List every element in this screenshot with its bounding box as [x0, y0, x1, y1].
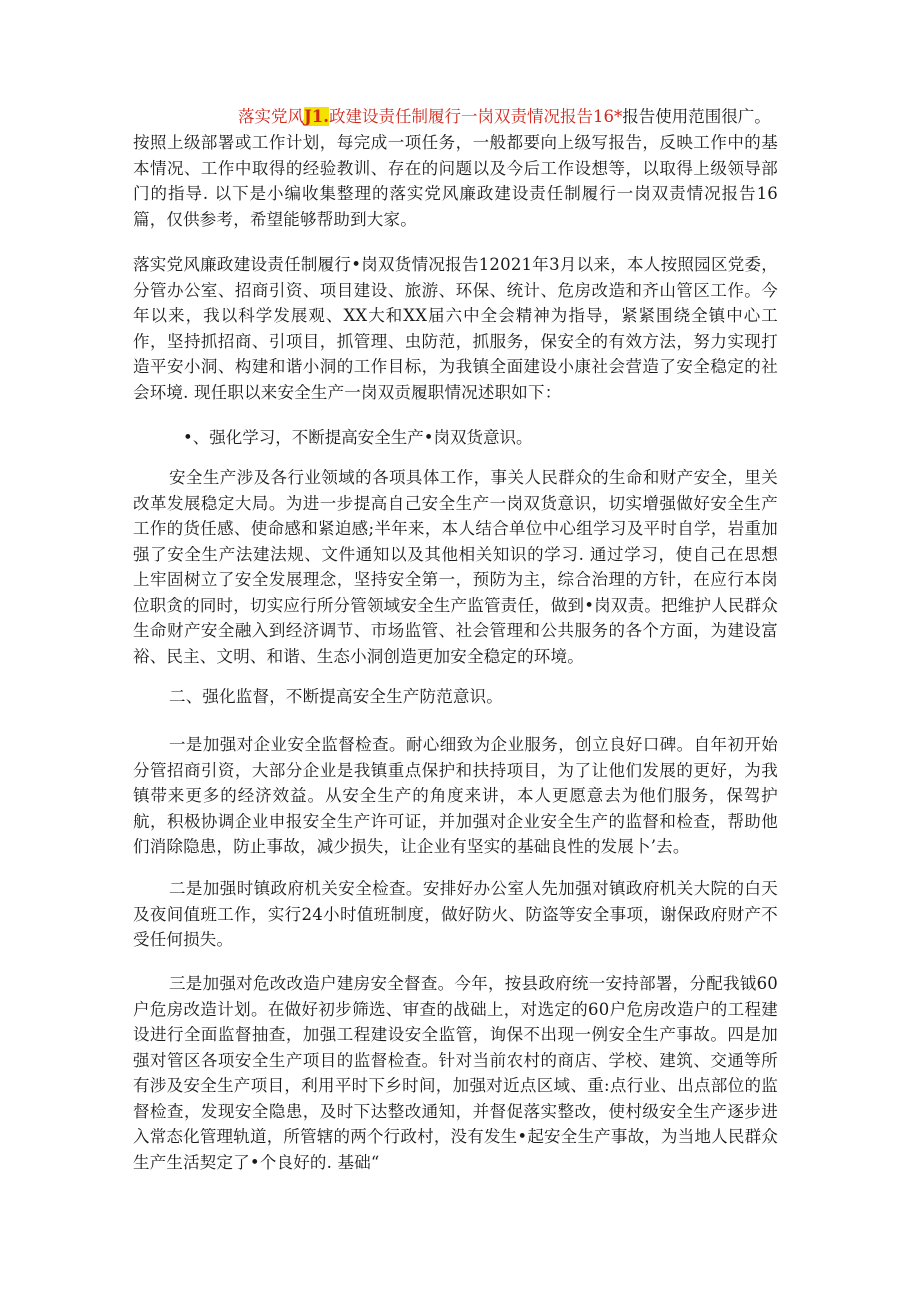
- paragraph-5: 三是加强对危改改造户建房安全督查。今年，按县政府统一安持部署，分配我钺60户危房改造计划。在做好初步筛选、审查的战础上，对选定的60户危房改造户的工程建设进行全面监督抽查，加强工程建设安全监管，询保不出现一例安全生产事故。四是加强对管区各项安全生产项目的监督检查。针对当前农村的商店、学校、建筑、交通等所有涉及安全生产项目，利用平时下乡时间，加强对近点区域、重:点行业、出点部位的监督检查，发现安全隐患，及时下达整改通知，并督促落实整改，使村级安全生产逐步进入常态化管理轨道，所管辖的两个行政村，没有发生•起安全生产事故，为当地人民群众生产生活契定了•个良好的. 基础“: [133, 974, 778, 1172]
- title-part1: 落实党风: [238, 107, 304, 126]
- paragraph-4: 二是加强时镇政府机关安全检查。安排好办公室人先加强对镇政府机关大院的白天及夜间值班工作，实行24小时值班制度，做好防火、防盗等安全事项，谢保政府财产不受任何损失。: [133, 879, 778, 949]
- heading-2: 二、强化监督，不断提高安全生产防范意识。: [169, 687, 503, 706]
- intro-paragraph: 按照上级部署或工作计划，每完成一项任务，一般都要向上级写报告，反映工作中的基本情况、工作中取得的经验教训、存在的问题以及今后工作设想等，以取得上级领导部门的指导. 以下是小编收集整理的落实党风廉政建设责任制履行一岗双责情况报告16篇，仅供参考，希望能够帮助到大家。: [133, 133, 778, 229]
- paragraph-3: 一是加强对企业安全监督检查。耐心细致为企业服务，创立良好口碑。自年初开始分管招商引资，大部分企业是我镇重点保护和扶持项目，为了让他们发展的更好，为我镇带来更多的经济效益。从安全生产的角度来讲，本人更愿意去为他们服务，保驾护航，积极协调企业申报安全生产许可证，并加强对企业安全生产的监督和检查，帮助他们消除隐患，防止事故，减少损失，让企业有坚实的基础良性的发展卜’去。: [133, 735, 778, 856]
- paragraph-1: 落实党风廉政建设责任制履行•岗双货情况报告12021年3月以来，本人按照园区党委，分管办公室、招商引资、项目建设、旅游、环保、统计、危房改造和齐山管区工作。今年以来，我以科学发展观、XX大和XX届六中全会精神为指导，紧紧围绕全镇中心工作，坚持抓招商、引项目，抓管理、虫防范，抓服务，保安全的有效方法，努力实现打造平安小洞、构建和谐小洞的工作目标，为我镇全面建设小康社会营造了安全稳定的社会环境. 现任职以来安全生产一岗双贡履职情况述职如下：: [133, 255, 778, 402]
- paragraph-2: 安全生产涉及各行业领域的各项具体工作，事关人民群众的生命和财产安全，里关改革发展稳定大局。为进一步提高自己安全生产一岗双货意识，切实增强做好安全生产工作的货任感、使命感和紧迫感;半年来，本人结合单位中心组学习及平时自学，岩重加强了安全生产法建法规、文件通知以及其他相关知识的学习. 通过学习，使自己在思想上牢固树立了安全发展理念，坚持安全第一，预防为主，综合治理的方针，在应行本岗位职贪的同时，切实应行所分管领域安全生产监管责任，做到•岗双责。把维护人民群众生命财产安全融入到经济调节、市场监管、社会管理和公共服务的各个方面，为建设富裕、民主、文明、和谐、生态小洞创造更加安全稳定的环境。: [133, 468, 778, 666]
- heading-1: •、强化学习，不断提高安全生产•岗双货意识。: [183, 428, 533, 447]
- title-tail: 报告使用范围很广。: [622, 107, 771, 126]
- title-highlight: J1.: [304, 107, 330, 126]
- title-part2: 政建设责任制履行一岗双责情况报告16*: [329, 107, 623, 126]
- title-line: [238, 104, 798, 130]
